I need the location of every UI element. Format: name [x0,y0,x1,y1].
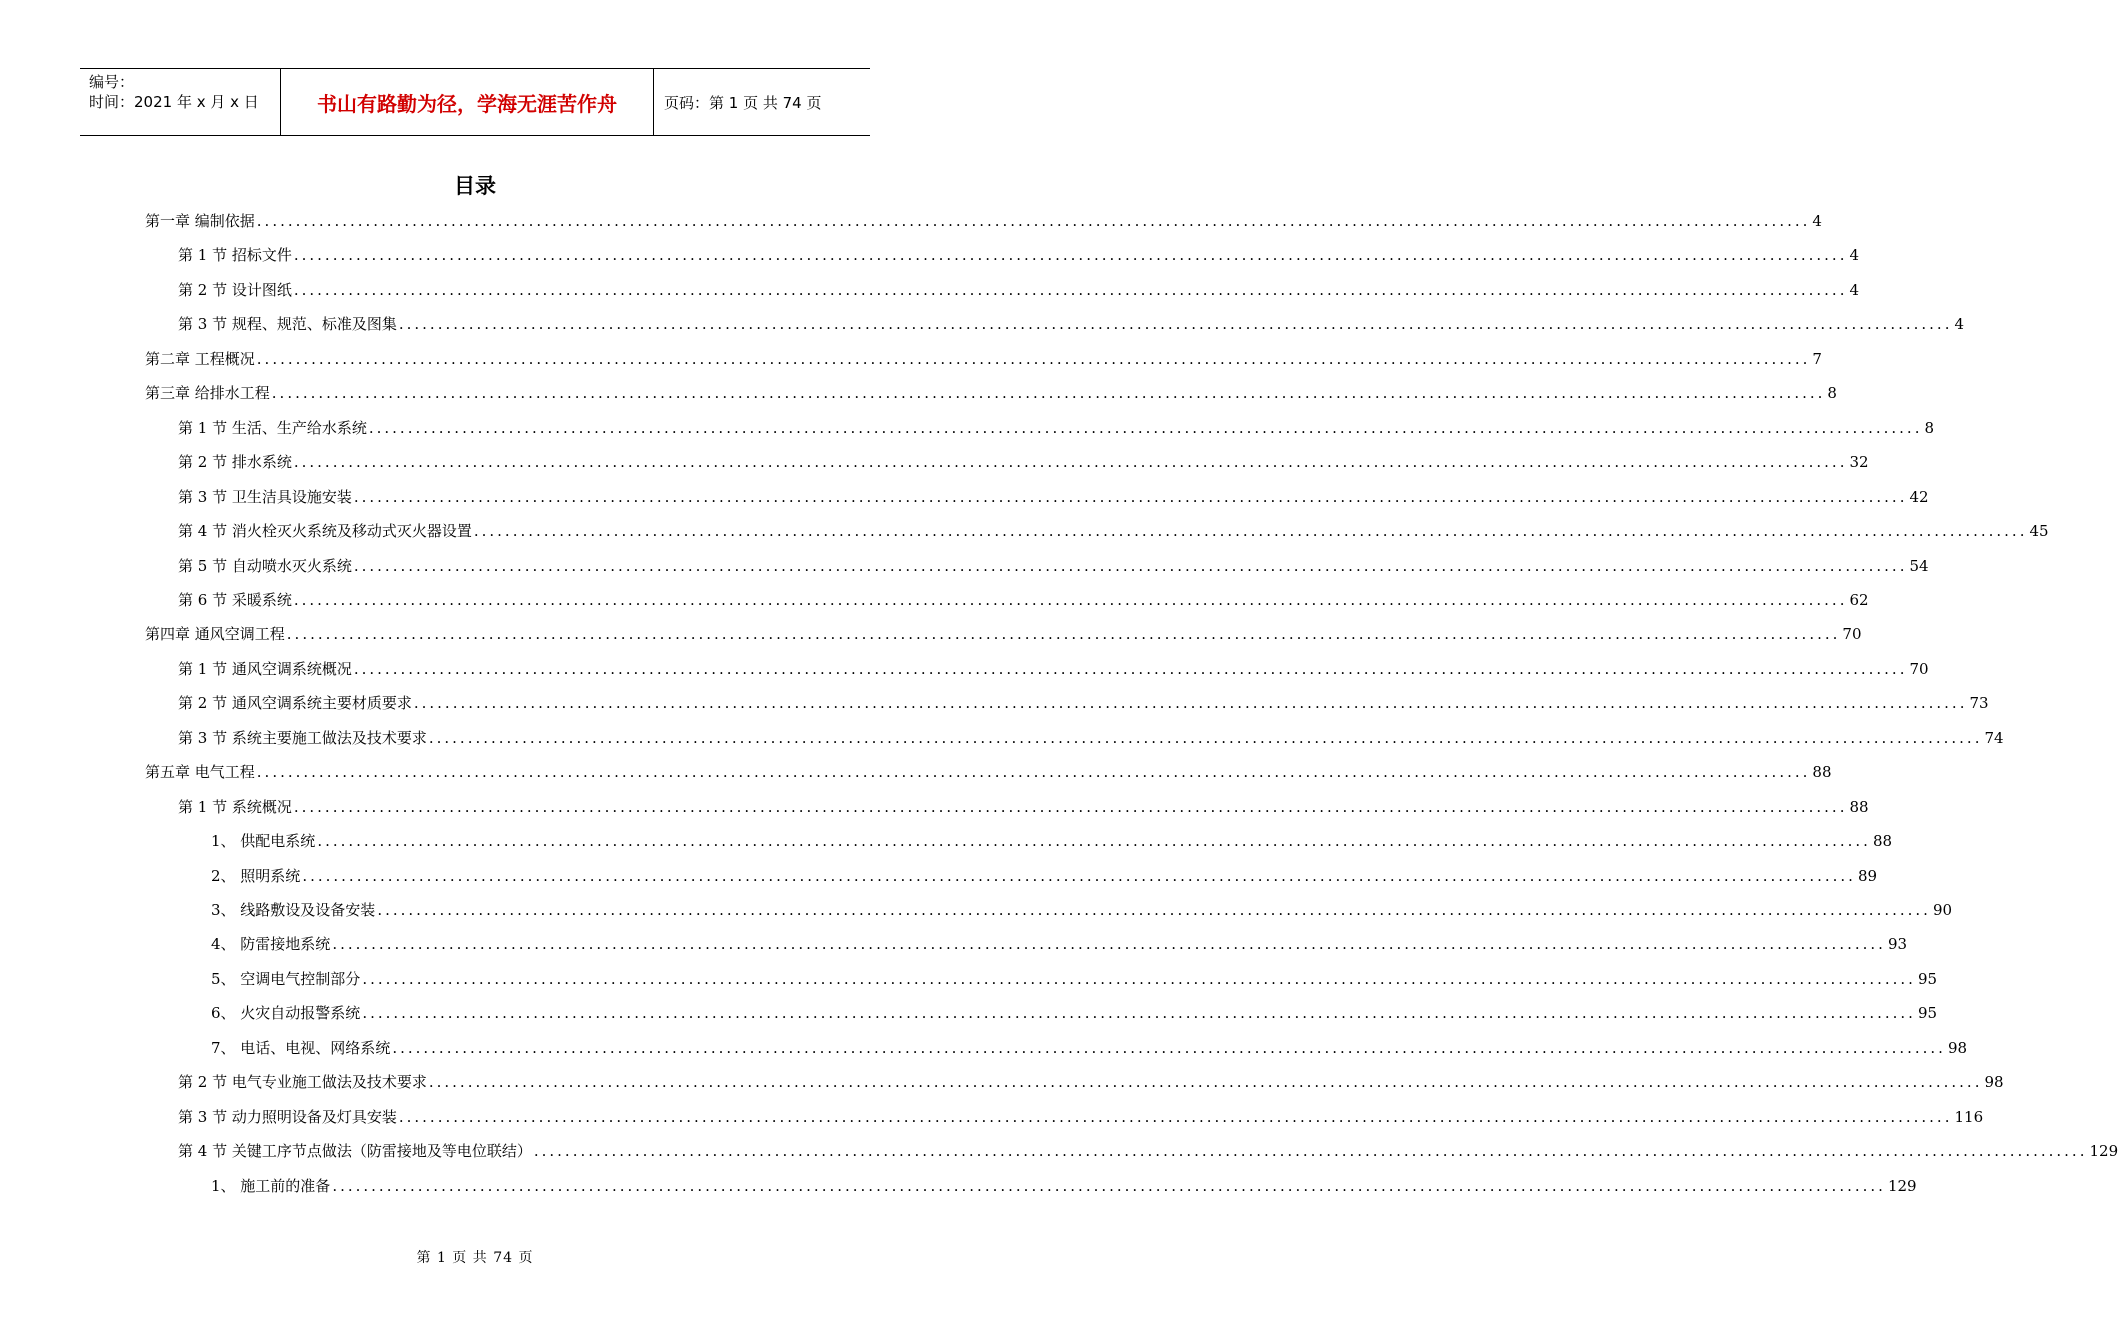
toc-entry-page: 8 [1924,419,1935,437]
toc-entry[interactable] [178,279,1860,301]
toc-entry-label: 4、 防雷接地系统 [211,935,331,953]
toc-entry-label: 1、 施工前的准备 [211,1177,331,1195]
toc-entry-page: 8 [1827,384,1837,402]
toc-entry-page: 4 [1849,246,1860,264]
toc-entry-page: 116 [1954,1108,1984,1126]
toc-entry-page: 95 [1917,970,1938,988]
toc-entry[interactable] [178,451,1869,473]
toc-leader-dots: ........................................................................................................................................................................................................ [392,1039,1946,1057]
toc-leader-dots: ........................................................................................................................................................................................................ [362,1004,1916,1022]
toc-entry[interactable] [211,899,1953,921]
toc-entry-label: 2、 照明系统 [211,867,301,885]
toc-entry-page: 88 [1872,832,1893,850]
toc-leader-dots: ........................................................................................................................................................................................................ [362,970,1916,988]
toc-entry-page: 89 [1857,867,1878,885]
toc-leader-dots: ........................................................................................................................................................................................................ [353,488,1908,506]
toc-entry[interactable] [211,865,1878,887]
toc-leader-dots: ........................................................................................................................................................................................................ [317,832,1871,850]
header-meta [80,69,281,135]
toc-entry[interactable] [211,1037,1968,1059]
toc-entry[interactable] [211,968,1938,990]
page-footer: 第 1 页 共 74 页 [416,1250,534,1266]
toc-leader-dots: ........................................................................................................................................................................................................ [293,453,1848,471]
page-header [80,68,870,136]
toc-entry-label: 第 4 节 消火栓灭火系统及移动式灭火器设置 [178,522,472,540]
toc-entry-label: 第 2 节 排水系统 [178,453,292,471]
toc-title: 目录 [454,174,496,198]
toc-entry-label: 第五章 电气工程 [145,763,255,781]
toc-entry[interactable] [178,1140,2118,1162]
toc-entry-page: 90 [1932,901,1953,919]
toc-entry[interactable] [211,830,1893,852]
toc-entry[interactable] [178,244,1860,266]
toc-entry[interactable] [178,520,2049,542]
toc-entry-page: 70 [1909,660,1929,678]
toc-entry-page: 74 [1984,729,2004,747]
toc-entry-label: 第 4 节 关键工序节点做法（防雷接地及等电位联结） [178,1142,532,1160]
toc-entry-label: 第 3 节 规程、规范、标准及图集 [178,315,397,333]
toc-leader-dots: ........................................................................................................................................................................................................ [293,591,1848,609]
toc-entry-label: 第 1 节 生活、生产给水系统 [178,419,367,437]
toc-leader-dots: ........................................................................................................................................................................................................ [413,694,1968,712]
toc-leader-dots: ........................................................................................................................................................................................................ [286,625,1841,643]
toc-entry[interactable] [178,486,1929,508]
toc-leader-dots: ........................................................................................................................................................................................................ [398,315,1953,333]
toc-entry-label: 第 2 节 电气专业施工做法及技术要求 [178,1073,427,1091]
toc-entry-page: 88 [1812,763,1832,781]
toc-leader-dots: ........................................................................................................................................................................................................ [368,419,1923,437]
toc-entry-page: 62 [1849,591,1869,609]
toc-leader-dots: ........................................................................................................................................................................................................ [353,660,1908,678]
toc-entry[interactable] [178,796,1869,818]
toc-leader-dots: ........................................................................................................................................................................................................ [473,522,2028,540]
toc-entry-label: 第 6 节 采暖系统 [178,591,292,609]
toc-leader-dots: ........................................................................................................................................................................................................ [428,1073,1983,1091]
toc-entry-label: 第一章 编制依据 [145,212,255,230]
header-page-info: 页码：第 1 页 共 74 页 [664,93,822,112]
toc-entry[interactable] [145,348,1822,370]
number-label: 编号： [89,73,135,91]
toc-entry[interactable] [145,210,1822,232]
toc-leader-dots: ........................................................................................................................................................................................................ [302,867,1856,885]
toc-entry-page: 54 [1909,557,1929,575]
toc-entry[interactable] [178,589,1869,611]
toc-entry-page: 129 [2089,1142,2118,1160]
toc-entry-page: 88 [1849,798,1869,816]
toc-entry[interactable] [178,1071,2004,1093]
toc-entry-label: 第 3 节 卫生洁具设施安装 [178,488,352,506]
toc-entry-label: 1、 供配电系统 [211,832,316,850]
toc-leader-dots: ........................................................................................................................................................................................................ [332,1177,1886,1195]
toc-leader-dots: ........................................................................................................................................................................................................ [353,557,1908,575]
toc-entry[interactable] [145,623,1862,645]
toc-entry-label: 第 2 节 设计图纸 [178,281,292,299]
toc-entry-page: 98 [1947,1039,1968,1057]
toc-entry-page: 98 [1984,1073,2004,1091]
toc-entry[interactable] [178,417,1935,439]
toc-entry-label: 第二章 工程概况 [145,350,255,368]
toc-entry[interactable] [178,313,1965,335]
toc-leader-dots: ........................................................................................................................................................................................................ [398,1108,1953,1126]
toc-leader-dots: ........................................................................................................................................................................................................ [332,935,1886,953]
toc-entry-page: 129 [1887,1177,1917,1195]
toc-entry[interactable] [211,1002,1938,1024]
toc-leader-dots: ........................................................................................................................................................................................................ [428,729,1983,747]
toc-leader-dots: ........................................................................................................................................................................................................ [256,350,1811,368]
toc-entry[interactable] [178,555,1929,577]
toc-entry-page: 42 [1909,488,1929,506]
toc-entry-label: 第 3 节 动力照明设备及灯具安装 [178,1108,397,1126]
toc-leader-dots: ........................................................................................................................................................................................................ [293,246,1848,264]
toc-leader-dots: ........................................................................................................................................................................................................ [256,763,1811,781]
toc-entry[interactable] [145,761,1832,783]
toc-entry[interactable] [178,692,1989,714]
toc-entry-page: 32 [1849,453,1869,471]
toc-entry[interactable] [178,727,2004,749]
toc-leader-dots: ........................................................................................................................................................................................................ [256,212,1811,230]
toc-entry-label: 第三章 给排水工程 [145,384,270,402]
toc-entry-label: 5、 空调电气控制部分 [211,970,361,988]
toc-entry-label: 第 1 节 通风空调系统概况 [178,660,352,678]
toc-entry[interactable] [211,1175,1917,1197]
toc-leader-dots: ........................................................................................................................................................................................................ [293,281,1848,299]
toc-entry-label: 第 1 节 招标文件 [178,246,292,264]
toc-entry[interactable] [178,1106,1984,1128]
toc-entry-page: 70 [1842,625,1862,643]
toc-entry-label: 3、 线路敷设及设备安装 [211,901,376,919]
toc-entry[interactable] [211,933,1908,955]
toc-leader-dots: ........................................................................................................................................................................................................ [533,1142,2088,1160]
time-label: 时间：2021 年 x 月 x 日 [89,93,259,111]
toc-entry-label: 6、 火灾自动报警系统 [211,1004,361,1022]
toc-entry-label: 7、 电话、电视、网络系统 [211,1039,391,1057]
toc-entry-page: 95 [1917,1004,1938,1022]
toc-entry-label: 第 1 节 系统概况 [178,798,292,816]
toc-leader-dots: ........................................................................................................................................................................................................ [377,901,1931,919]
toc-leader-dots: ........................................................................................................................................................................................................ [293,798,1848,816]
toc-entry-label: 第 5 节 自动喷水灭火系统 [178,557,352,575]
toc-leader-dots: ........................................................................................................................................................................................................ [271,384,1826,402]
toc-entry-page: 7 [1812,350,1822,368]
toc-entry-label: 第四章 通风空调工程 [145,625,285,643]
toc-entry-page: 45 [2029,522,2049,540]
toc-entry-label: 第 3 节 系统主要施工做法及技术要求 [178,729,427,747]
toc-entry-page: 73 [1969,694,1989,712]
toc-entry-page: 4 [1954,315,1965,333]
toc-entry-label: 第 2 节 通风空调系统主要材质要求 [178,694,412,712]
toc-entry[interactable] [145,382,1837,404]
toc-entry-page: 4 [1812,212,1822,230]
toc-entry[interactable] [178,658,1929,680]
toc-entry-page: 4 [1849,281,1860,299]
toc-entry-page: 93 [1887,935,1908,953]
header-motto: 书山有路勤为径，学海无涯苦作舟 [281,69,654,135]
